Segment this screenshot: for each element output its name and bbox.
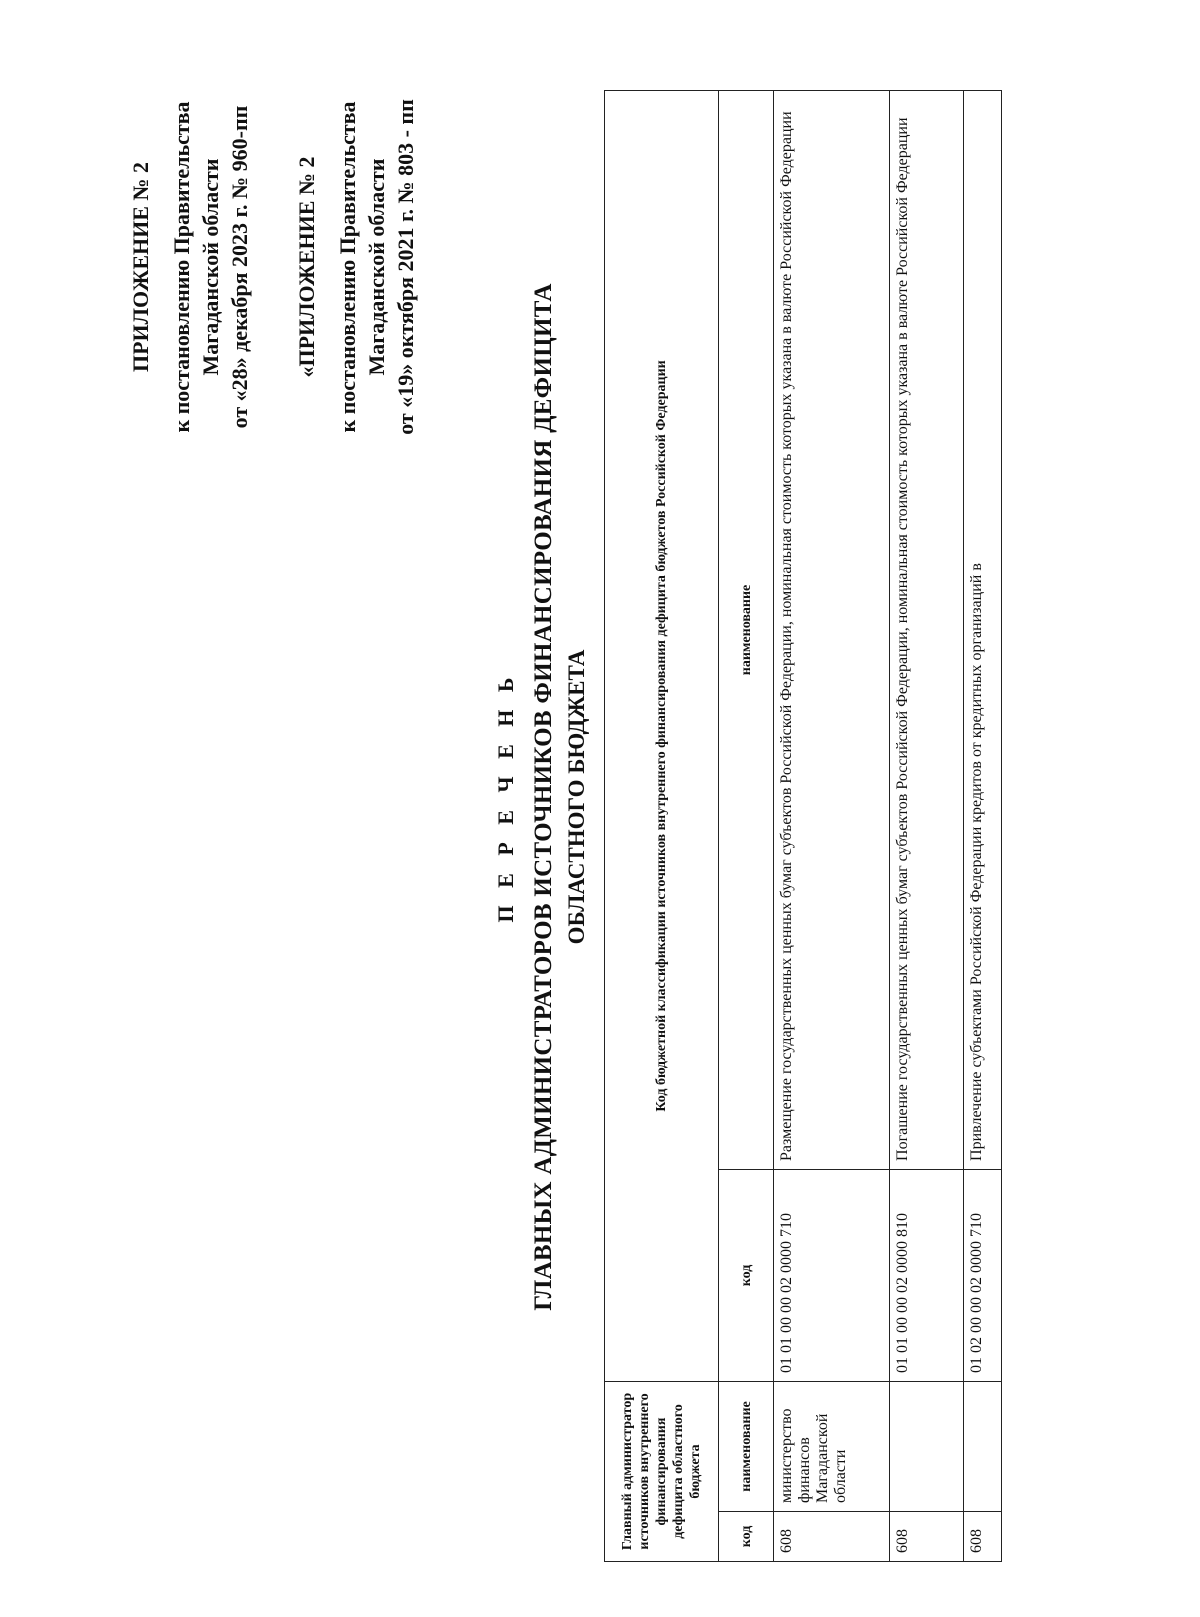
table-row: [964, 90, 1002, 1561]
code-cell: 01 01 00 00 02 0000 710: [774, 1169, 890, 1381]
table-row: [890, 90, 964, 1561]
document-subtitle-continued: ОБЛАСТНОГО БЮДЖЕТА: [564, 649, 589, 945]
approval-stamp-current: [126, 67, 254, 467]
name-cell: Привлечение субъектами Российской Федерации кредитов от кредитных организаций в: [964, 90, 1002, 1169]
approval-heading: «ПРИЛОЖЕНИЕ № 2: [294, 156, 319, 378]
header-code: код: [719, 1169, 774, 1381]
approval-line: Магаданской области: [198, 158, 223, 376]
administrators-table: [604, 90, 1002, 1562]
header-group-admin: Главный администратор источников внутреннего финансирования дефицита областного бюджета: [605, 1381, 719, 1561]
name-cell: Погашение государственных ценных бумаг субъектов Российской Федерации, номинальная стоимость которых указана в валюте Российской Федерации: [890, 90, 964, 1169]
name-cell: Размещение государственных ценных бумаг субъектов Российской Федерации, номинальная стоимость которых указана в валюте Российской Федерации: [774, 90, 890, 1169]
header-admin-name: наименование: [719, 1381, 774, 1511]
document-subtitle: ГЛАВНЫХ АДМИНИСТРАТОРОВ ИСТОЧНИКОВ ФИНАНСИРОВАНИЯ ДЕФИЦИТА: [530, 283, 557, 1311]
header-admin-code: код: [719, 1512, 774, 1562]
admin-name-cell: министерство финансов Магаданской области: [774, 1381, 890, 1511]
approval-date: от «28» декабря 2023 г. № 960-пп: [227, 105, 252, 429]
admin-code-cell: 608: [774, 1512, 890, 1562]
code-cell: 01 02 00 00 02 0000 710: [964, 1169, 1002, 1381]
approval-line: Магаданской области: [364, 158, 389, 376]
header-group-classification: Код бюджетной классификации источников внутреннего финансирования дефицита бюджетов Российской Федерации: [605, 90, 719, 1381]
approval-line: к постановлению Правительства: [169, 101, 194, 433]
admin-code-cell: 608: [890, 1512, 964, 1562]
approval-line: к постановлению Правительства: [335, 101, 360, 433]
admin-name-cell: [890, 1381, 964, 1511]
admin-name-cell: [964, 1381, 1002, 1511]
approval-date: от «19» октября 2021 г. № 803 - пп: [393, 99, 418, 435]
header-name: наименование: [719, 90, 774, 1169]
table-row: [774, 90, 890, 1561]
admin-code-cell: 608: [964, 1512, 1002, 1562]
approval-heading: ПРИЛОЖЕНИЕ № 2: [128, 161, 153, 373]
approval-stamp-previous: [292, 67, 420, 467]
document-title: П Е Р Е Ч Е Н Ь: [493, 671, 518, 923]
code-cell: 01 01 00 00 02 0000 810: [890, 1169, 964, 1381]
